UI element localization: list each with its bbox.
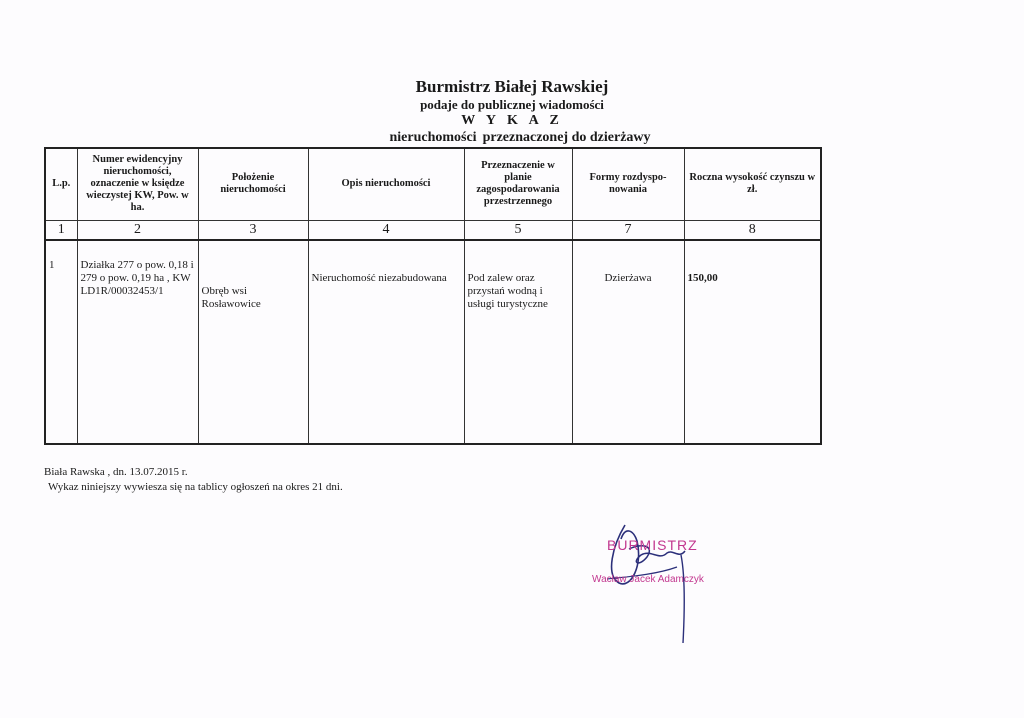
column-number: 8 <box>684 220 821 240</box>
column-number: 4 <box>308 220 464 240</box>
cell-form: Dzierżawa <box>572 240 684 444</box>
document-subtitle: podaje do publicznej wiadomości <box>420 97 604 112</box>
header-purpose: Przeznaczenie w planie zagospodarowania przestrzennego <box>464 148 572 220</box>
header-parcel: Numer ewidencyjny nieruchomości, oznaczenie w księdze wieczystej KW, Pow. w ha. <box>77 148 198 220</box>
column-number-row <box>45 220 821 240</box>
cell-rent: 150,00 <box>684 240 821 444</box>
table-row <box>45 240 821 444</box>
cell-parcel: Działka 277 o pow. 0,18 i 279 o pow. 0,19 ha , KW LD1R/00032453/1 <box>77 240 198 444</box>
header-lp: L.p. <box>45 148 77 220</box>
column-number: 2 <box>77 220 198 240</box>
document-authority: Burmistrz Białej Rawskiej <box>415 77 609 96</box>
posting-note: Wykaz niniejszy wywiesza się na tablicy ogłoszeń na okres 21 dni. <box>48 481 343 493</box>
cell-location: Obręb wsi Rosławowice <box>198 240 308 444</box>
cell-description: Nieruchomość niezabudowana <box>308 240 464 444</box>
header-rent: Roczna wysokość czynszu w zł. <box>684 148 821 220</box>
purpose-part2: przeznaczonej do dzierżawy <box>482 130 651 145</box>
stamp-title: BURMISTRZ <box>607 537 698 553</box>
property-table <box>44 147 822 445</box>
column-number: 1 <box>45 220 77 240</box>
column-number: 3 <box>198 220 308 240</box>
header-description: Opis nieruchomości <box>308 148 464 220</box>
document-type: W Y K A Z <box>461 113 563 128</box>
column-number: 7 <box>572 220 684 240</box>
document-purpose <box>8 130 1024 146</box>
cell-purpose: Pod zalew oraz przystań wodną i usługi turystyczne <box>464 240 572 444</box>
cell-lp: 1 <box>45 240 77 444</box>
stamp-name: Wacław Jacek Adamczyk <box>592 574 704 585</box>
purpose-part1: nieruchomości <box>389 130 477 145</box>
header-form: Formy rozdyspo-nowania <box>572 148 684 220</box>
column-number: 5 <box>464 220 572 240</box>
place-date: Biała Rawska , dn. 13.07.2015 r. <box>44 466 188 478</box>
header-location: Położenie nieruchomości <box>198 148 308 220</box>
